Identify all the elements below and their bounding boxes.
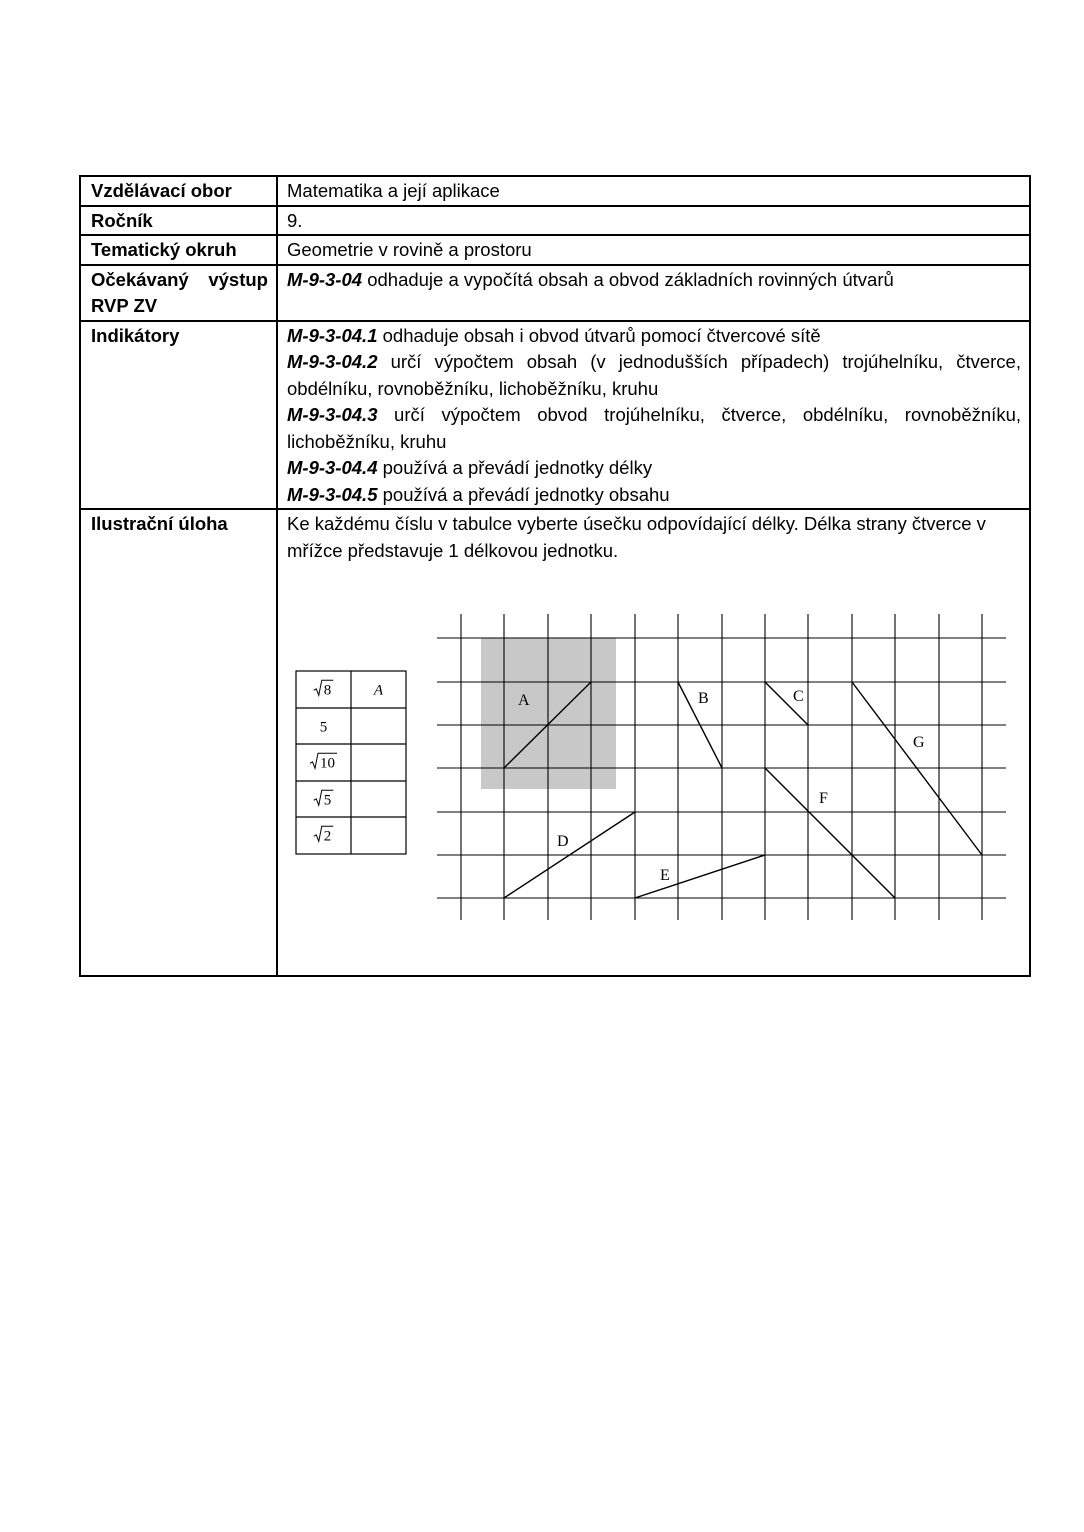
- label-uloha: Ilustrační úloha: [80, 509, 277, 976]
- value-obor: Matematika a její aplikace: [277, 176, 1030, 206]
- indicator-text: odhaduje obsah i obvod útvarů pomocí čtvercové sítě: [377, 324, 821, 346]
- number-value: 5: [319, 719, 328, 736]
- indicator-code: M-9-3-04.5: [287, 483, 378, 505]
- vystup-text: odhaduje a vypočítá obsah a obvod základních rovinných útvarů: [362, 268, 894, 290]
- label-C: C: [793, 688, 804, 705]
- indicator-code: M-9-3-04.1: [287, 324, 378, 346]
- label-okruh: Tematický okruh: [80, 235, 277, 265]
- task-text: Ke každému číslu v tabulce vyberte úsečku odpovídající délky. Délka strany čtverce v mřížce představuje 1 délkovou jednotku.: [287, 513, 986, 561]
- segment-E: [635, 855, 765, 898]
- label-indikatory: Indikátory: [80, 321, 277, 510]
- vystup-code: M-9-3-04: [287, 268, 363, 290]
- value-okruh: Geometrie v rovině a prostoru: [277, 235, 1030, 265]
- label-B: B: [698, 690, 709, 707]
- indicator-code: M-9-3-04.4: [287, 457, 378, 478]
- indicator-text: určí výpočtem obsah (v jednodušších případech) trojúhelníku, čtverce, obdélníku, rovnoběžníku, lichoběžníku, kruhu: [287, 351, 1021, 399]
- label-G: G: [913, 734, 925, 751]
- label-F: F: [819, 790, 828, 807]
- indicator-code: M-9-3-04.3: [287, 404, 378, 425]
- value-rocnik: 9.: [277, 206, 1030, 236]
- radicand-value: 10: [320, 755, 335, 772]
- radicand-value: 5: [323, 792, 332, 809]
- label-obor: Vzdělávací obor: [80, 176, 277, 206]
- indicator-text: určí výpočtem obvod trojúhelníku, čtverce, obdélníku, rovnoběžníku, lichoběžníku, kruhu: [287, 404, 1021, 452]
- indicator-code: M-9-3-04.2: [287, 351, 378, 372]
- indicator-text: používá a převádí jednotky obsahu: [377, 483, 670, 505]
- segment-F: [765, 768, 895, 898]
- indicator-text: používá a převádí jednotky délky: [377, 457, 653, 478]
- label-vystup-2: výstup: [208, 268, 268, 290]
- label-D: D: [557, 833, 569, 850]
- radicand-value: 8: [323, 682, 332, 699]
- label-E: E: [660, 867, 670, 884]
- answer-value: A: [373, 682, 384, 699]
- label-vystup-3: RVP ZV: [91, 295, 158, 316]
- radicand-value: 2: [323, 828, 332, 845]
- label-A: A: [518, 692, 530, 709]
- label-rocnik: Ročník: [80, 206, 277, 236]
- label-vystup-1: Očekávaný: [91, 268, 189, 290]
